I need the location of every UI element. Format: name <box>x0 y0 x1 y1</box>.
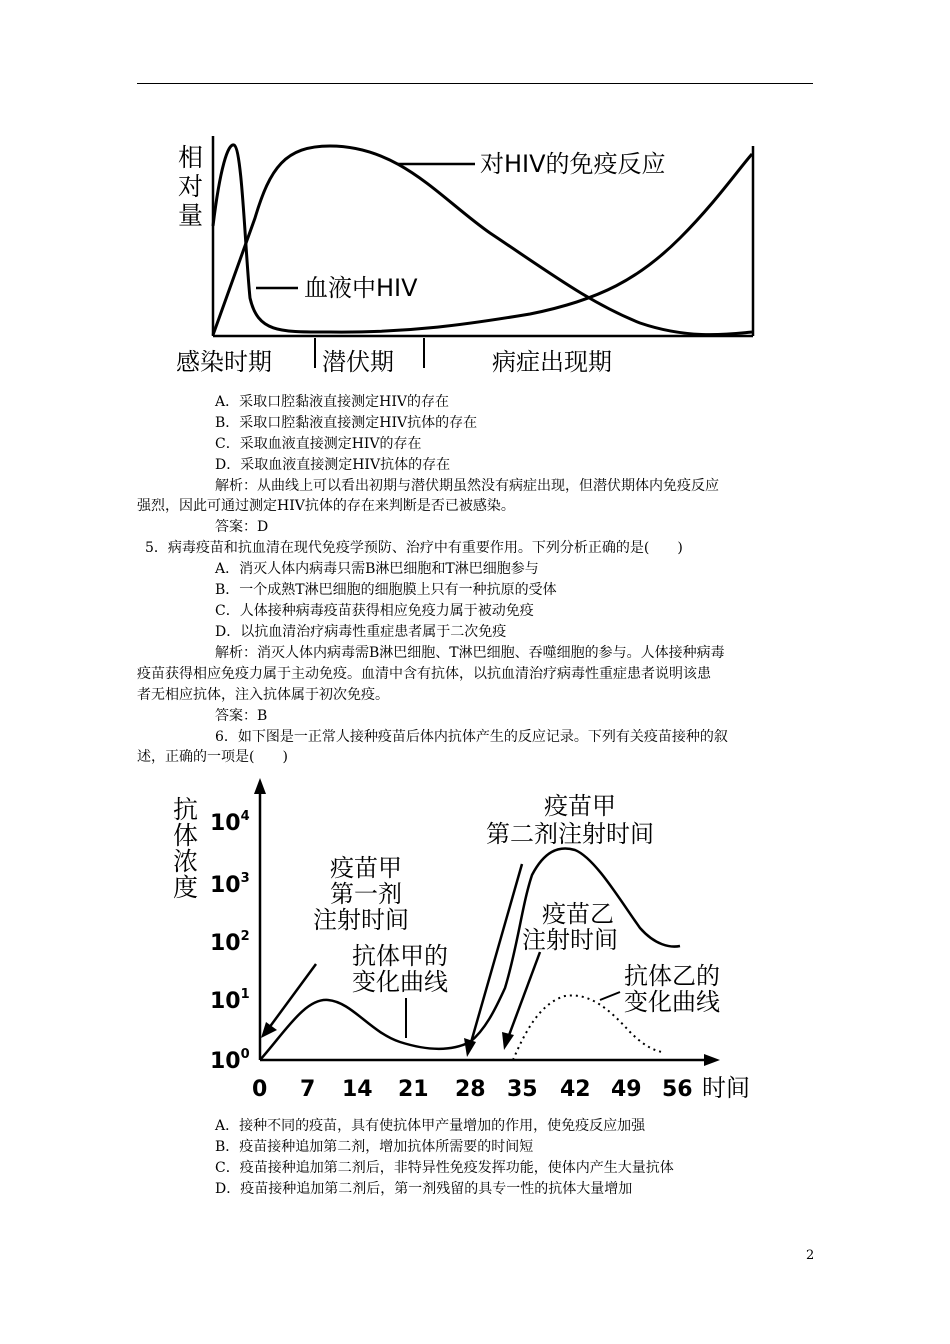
q5-answer: 答案：B <box>215 708 268 724</box>
fig2-y-arrow <box>254 778 266 794</box>
q5-option-c: C．人体接种病毒疫苗获得相应免疫力属于被动免疫 <box>215 603 534 619</box>
label-antibody-b-1: 抗体乙的 <box>624 962 720 990</box>
q4-analysis-2: 强烈，因此可通过测定HIV抗体的存在来判断是否已被感染。 <box>137 498 515 514</box>
fig1-ylabel-3: 量 <box>178 201 204 230</box>
label-vaccine-b-1: 疫苗乙 <box>542 900 614 928</box>
xtick-49: 49 <box>611 1077 642 1102</box>
label-vaccine-a-first-2: 第一剂 <box>330 880 402 908</box>
q6-option-d: D．疫苗接种追加第二剂后，第一剂残留的具专一性的抗体大量增加 <box>215 1181 633 1197</box>
xtick-21: 21 <box>398 1077 429 1102</box>
xtick-28: 28 <box>455 1077 486 1102</box>
immune-response-label: 对HIV的免疫反应 <box>480 150 666 178</box>
label-vaccine-a-second-2: 第二剂注射时间 <box>486 820 654 848</box>
phase-infection: 感染时期 <box>176 348 272 376</box>
q4-option-d: D．采取血液直接测定HIV抗体的存在 <box>215 457 451 473</box>
phase-symptom: 病症出现期 <box>492 348 612 376</box>
q4-analysis-1: 解析：从曲线上可以看出初期与潜伏期虽然没有病症出现，但潜伏期体内免疫反应 <box>215 478 719 494</box>
q5-analysis-1: 解析：消灭人体内病毒需B淋巴细胞、T淋巴细胞、吞噬细胞的参与。人体接种病毒 <box>215 645 725 661</box>
label-antibody-a-1: 抗体甲的 <box>352 942 448 970</box>
ytick-1e4: $10^4$ <box>210 809 250 836</box>
hiv-blood-label: 血液中HIV <box>304 274 418 302</box>
q5-analysis-3: 者无相应抗体，注入抗体属于初次免疫。 <box>137 687 389 703</box>
fig2-ylabel-3: 浓 <box>173 847 199 876</box>
xtick-14: 14 <box>342 1077 373 1102</box>
q4-option-a: A．采取口腔黏液直接测定HIV的存在 <box>215 394 449 410</box>
ytick-1e0: $10^0$ <box>210 1047 250 1074</box>
fig1-ylabel-1: 相 <box>178 143 204 172</box>
label-vaccine-a-second-1: 疫苗甲 <box>544 792 616 820</box>
x-axis-label: 时间 <box>702 1074 750 1102</box>
vaccine-b-arrow <box>508 952 540 1038</box>
ytick-1e2: $10^2$ <box>210 929 250 956</box>
q6-option-a: A．接种不同的疫苗，具有使抗体甲产量增加的作用，使免疫反应加强 <box>215 1118 646 1134</box>
xtick-35: 35 <box>507 1077 538 1102</box>
phase-latent: 潜伏期 <box>322 348 394 376</box>
header-rule <box>137 83 813 84</box>
vaccine-b-arrowhead <box>502 1032 514 1050</box>
fig2-ylabel-2: 体 <box>173 821 199 850</box>
fig2-ylabel-4: 度 <box>173 873 199 902</box>
label-antibody-a-2: 变化曲线 <box>352 968 448 996</box>
label-vaccine-a-first-1: 疫苗甲 <box>330 854 402 882</box>
xtick-7: 7 <box>300 1077 316 1102</box>
second-dose-arrowhead <box>464 1038 476 1057</box>
fig2-x-arrow <box>704 1054 720 1066</box>
label-vaccine-b-2: 注射时间 <box>522 926 618 954</box>
label-vaccine-a-first-3: 注射时间 <box>313 906 409 934</box>
first-dose-arrowhead <box>261 1022 277 1038</box>
ytick-1e1: $10^1$ <box>210 987 250 1014</box>
q5-stem: 5．病毒疫苗和抗血清在现代免疫学预防、治疗中有重要作用。下列分析正确的是( ) <box>145 540 683 556</box>
antibody-b-pointer <box>600 992 620 1000</box>
xtick-0: 0 <box>252 1077 268 1102</box>
q4-answer: 答案：D <box>215 519 269 535</box>
page-number: 2 <box>806 1248 815 1263</box>
hiv-figure <box>170 128 770 383</box>
q5-option-a: A．消灭人体内病毒只需B淋巴细胞和T淋巴细胞参与 <box>215 561 539 577</box>
q5-option-d: D．以抗血清治疗病毒性重症患者属于二次免疫 <box>215 624 507 640</box>
q6-option-b: B．疫苗接种追加第二剂，增加抗体所需要的时间短 <box>215 1139 534 1155</box>
fig2-ylabel-1: 抗 <box>173 795 199 824</box>
fig1-ylabel-2: 对 <box>178 172 204 201</box>
q5-option-b: B．一个成熟T淋巴细胞的细胞膜上只有一种抗原的受体 <box>215 582 557 598</box>
q6-option-c: C．疫苗接种追加第二剂后，非特异性免疫发挥功能，使体内产生大量抗体 <box>215 1160 674 1176</box>
q4-option-c: C．采取血液直接测定HIV的存在 <box>215 436 422 452</box>
q6-stem-2: 述，正确的一项是( ) <box>137 749 288 765</box>
antibody-figure <box>170 770 780 1115</box>
q5-analysis-2: 疫苗获得相应免疫力属于主动免疫。血清中含有抗体，以抗血清治疗病毒性重症患者说明该患 <box>137 666 711 682</box>
ytick-1e3: $10^3$ <box>210 871 250 898</box>
xtick-42: 42 <box>560 1077 591 1102</box>
xtick-56: 56 <box>662 1077 693 1102</box>
label-antibody-b-2: 变化曲线 <box>624 988 720 1016</box>
q4-option-b: B．采取口腔黏液直接测定HIV抗体的存在 <box>215 415 478 431</box>
antibody-a-curve <box>260 848 680 1060</box>
q6-stem-1: 6．如下图是一正常人接种疫苗后体内抗体产生的反应记录。下列有关疫苗接种的叙 <box>215 729 728 745</box>
